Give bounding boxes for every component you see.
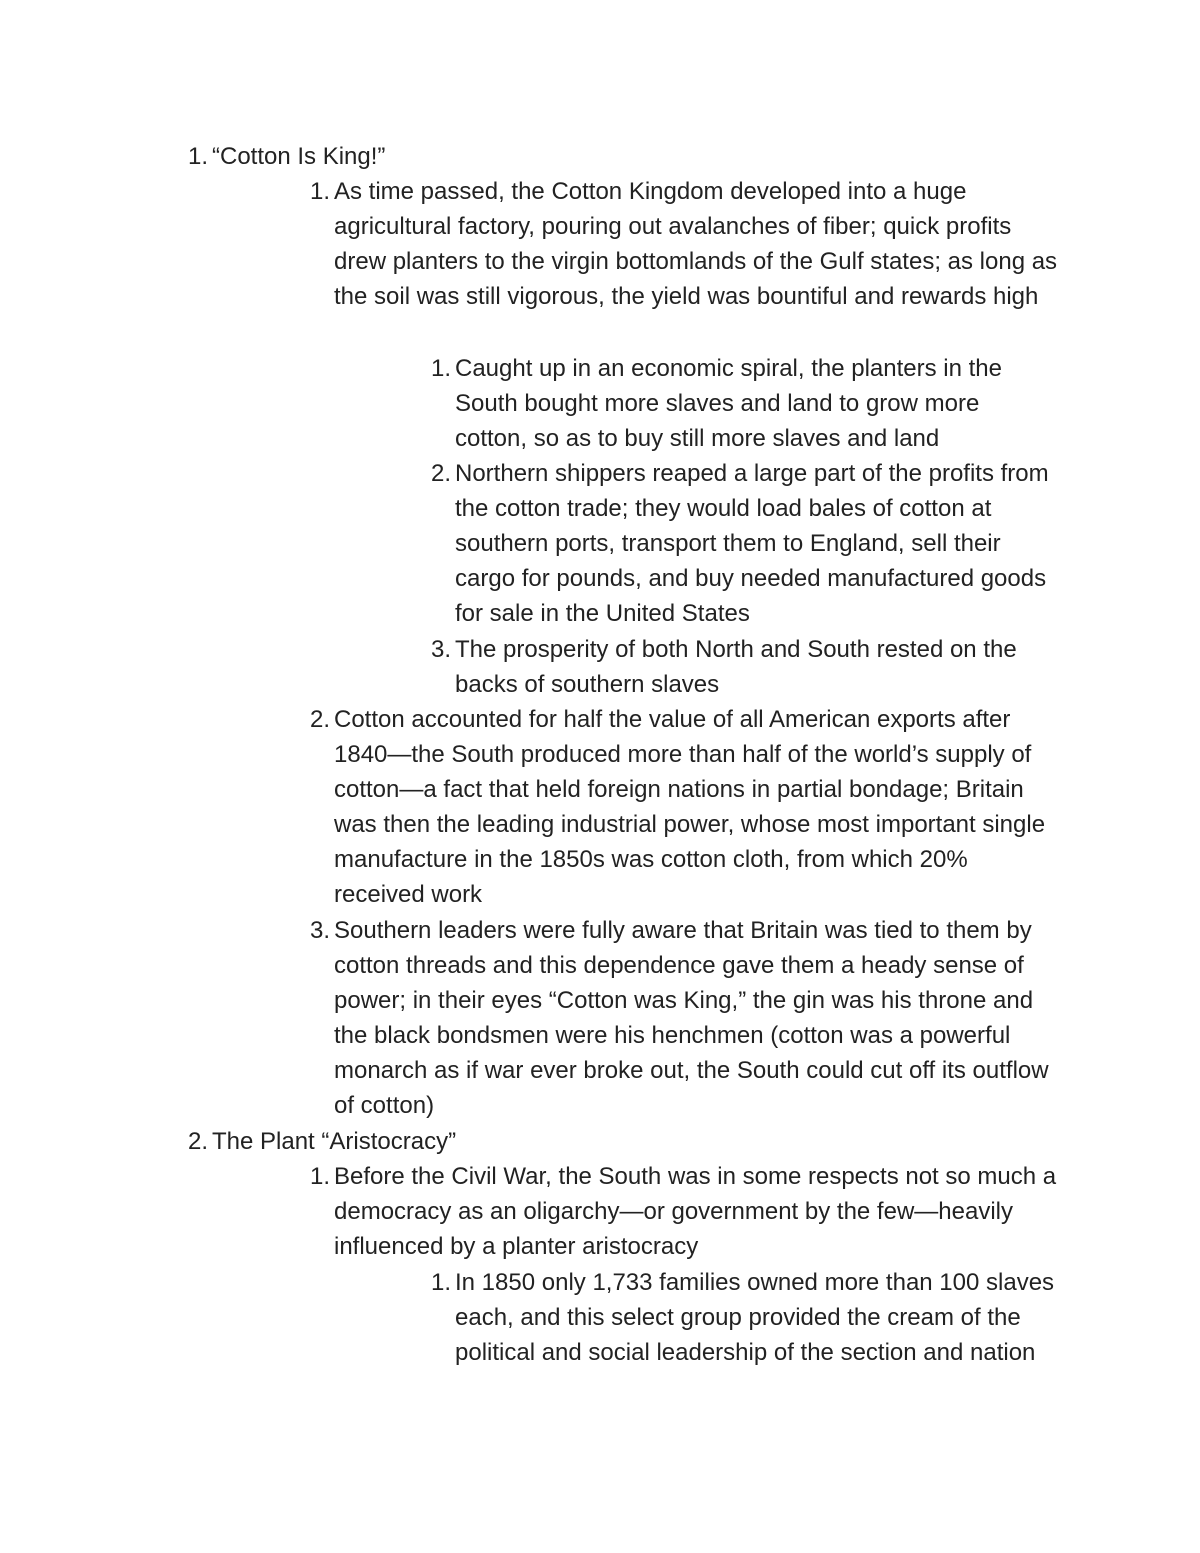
list-number: 3. — [430, 636, 451, 663]
list-number: 2. — [430, 460, 451, 487]
section-title: “Cotton Is King!” — [212, 143, 386, 170]
list-item — [309, 1159, 1064, 1264]
list-number: 2. — [309, 706, 330, 733]
list-item — [430, 351, 1055, 456]
list-item — [430, 1265, 1055, 1370]
list-item — [309, 174, 1064, 314]
list-item-text: The prosperity of both North and South rested on the backs of southern slaves — [455, 636, 1017, 698]
list-number: 2. — [187, 1128, 208, 1155]
list-item-text: As time passed, the Cotton Kingdom developed into a huge agricultural factory, pouring out avalanches of fiber; quick profits drew planters to the virgin bottomlands of the Gulf states; as long as the soil was still vigorous, the yield was bountiful and rewards high — [334, 178, 1058, 310]
list-item-text: Caught up in an economic spiral, the planters in the South bought more slaves and land to grow more cotton, so as to buy still more slaves and land — [455, 355, 1002, 452]
section-heading — [187, 139, 1092, 174]
list-item — [309, 702, 1064, 912]
list-item — [309, 913, 1064, 1123]
list-number: 3. — [309, 917, 330, 944]
list-item — [430, 632, 1055, 702]
list-item-text: In 1850 only 1,733 families owned more than 100 slaves each, and this select group provided the cream of the political and social leadership of the section and nation — [455, 1269, 1055, 1366]
list-number: 1. — [430, 355, 451, 382]
list-item-text: Before the Civil War, the South was in some respects not so much a democracy as an oligarchy—or government by the few—heavily influenced by a planter aristocracy — [334, 1163, 1057, 1260]
list-number: 1. — [309, 178, 330, 205]
list-number: 1. — [309, 1163, 330, 1190]
list-number: 1. — [187, 143, 208, 170]
list-item-text: Cotton accounted for half the value of all American exports after 1840—the South produced more than half of the world’s supply of cotton—a fact that held foreign nations in partial bondage; Britain was then the leading industrial power, whose most important single manufacture in the 1850s was cotton cloth, from which 20% received work — [334, 706, 1046, 908]
list-item-text: Southern leaders were fully aware that Britain was tied to them by cotton threads and this dependence gave them a heady sense of power; in their eyes “Cotton was King,” the gin was his throne and the black bondsmen were his henchmen (cotton was a powerful monarch as if war ever broke out, the South could cut off its outflow of cotton) — [334, 917, 1049, 1119]
section-title: The Plant “Aristocracy” — [212, 1128, 457, 1155]
list-item — [430, 456, 1055, 631]
list-number: 1. — [430, 1269, 451, 1296]
list-item-text: Northern shippers reaped a large part of the profits from the cotton trade; they would load bales of cotton at southern ports, transport them to England, sell their cargo for pounds, and buy needed manufactured goods for sale in the United States — [455, 460, 1049, 627]
section-heading — [187, 1124, 1092, 1159]
